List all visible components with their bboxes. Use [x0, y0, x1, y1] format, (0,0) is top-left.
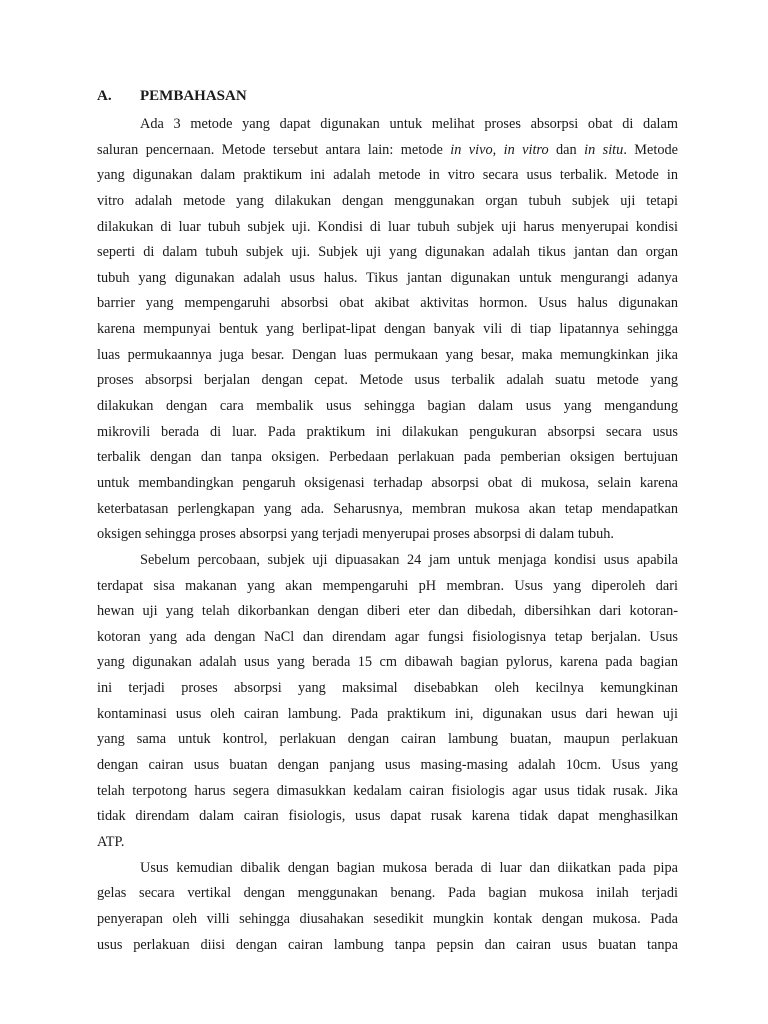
- text-line: yang digunakan adalah usus yang berada 15 cm dibawah bagian pylorus, karena pada bagian: [97, 654, 678, 671]
- text-run: saluran pencernaan. Metode tersebut antara lain: metode: [97, 141, 451, 158]
- text-line: dengan cairan usus buatan dengan panjang usus masing-masing adalah 10cm. Usus yang: [97, 757, 678, 774]
- italic-term: in vitro: [503, 141, 549, 158]
- text-line: vitro adalah metode yang dilakukan dengan menggunakan organ tubuh subjek uji tetapi: [97, 192, 678, 209]
- text-line: Sebelum percobaan, subjek uji dipuasakan 24 jam untuk menjaga kondisi usus apabila: [140, 551, 678, 568]
- text-line: usus perlakuan diisi dengan cairan lambung tanpa pepsin dan cairan usus buatan tanpa: [97, 936, 678, 953]
- text-line: penyerapan oleh villi sehingga diusahakan sesedikit mungkin kontak dengan mukosa. Pada: [97, 910, 678, 927]
- text-line: mikrovili berada di luar. Pada praktikum ini dilakukan pengukuran absorpsi secara usus: [97, 423, 678, 440]
- text-line: tubuh yang digunakan adalah usus halus. Tikus jantan digunakan untuk mengurangi adanya: [97, 269, 678, 286]
- section-number: A.: [97, 88, 112, 104]
- text-line: kontaminasi usus oleh cairan lambung. Pada praktikum ini, digunakan usus dari hewan uji: [97, 705, 678, 722]
- text-line: keterbatasan perlengkapan yang ada. Seharusnya, membran mukosa akan tetap mendapatkan: [97, 500, 678, 517]
- text-line: dilakukan dengan cara membalik usus sehingga bagian dalam usus yang mengandung: [97, 398, 678, 415]
- text-line: terdapat sisa makanan yang akan mempengaruhi pH membran. Usus yang diperoleh dari: [97, 577, 678, 594]
- text-line: karena mempunyai bentuk yang berlipat-lipat dengan banyak vili di tiap lipatannya sehingga: [97, 321, 678, 338]
- text-line: proses absorpsi berjalan dengan cepat. Metode usus terbalik adalah suatu metode yang: [97, 372, 678, 389]
- text-run: ,: [492, 141, 504, 158]
- text-line: terbalik dengan dan tanpa oksigen. Perbedaan perlakuan pada pemberian oksigen bertujuan: [97, 449, 678, 466]
- text-line: ini terjadi proses absorpsi yang maksimal disebabkan oleh kecilnya kemungkinan: [97, 680, 678, 697]
- text-line: Ada 3 metode yang dapat digunakan untuk melihat proses absorpsi obat di dalam: [140, 116, 678, 132]
- italic-term: in situ: [584, 141, 624, 158]
- italic-term: in vivo: [450, 141, 493, 158]
- section-heading: [97, 86, 247, 106]
- text-line: luas permukaannya juga besar. Dengan luas permukaan yang besar, maka memungkinkan jika: [97, 346, 678, 363]
- text-line: yang sama untuk kontrol, perlakuan dengan cairan lambung buatan, maupun perlakuan: [97, 731, 678, 748]
- text-line: dilakukan di luar tubuh subjek uji. Kondisi di luar tubuh subjek uji harus menyerupai kondisi: [97, 218, 678, 235]
- text-line: Usus kemudian dibalik dengan bagian mukosa berada di luar dan diikatkan pada pipa: [140, 859, 678, 876]
- text-line: hewan uji yang telah dikorbankan dengan diberi eter dan dibedah, dibersihkan dari kotoran-: [97, 603, 678, 620]
- text-line: yang digunakan dalam praktikum ini adalah metode in vitro secara usus terbalik. Metode in: [97, 167, 678, 184]
- text-line: seperti di dalam tubuh subjek uji. Subjek uji yang digunakan adalah tikus jantan dan organ: [97, 244, 678, 261]
- section-title: PEMBAHASAN: [140, 88, 247, 104]
- text-line: barrier yang mempengaruhi absorbsi obat akibat aktivitas hormon. Usus halus digunakan: [97, 295, 678, 312]
- paragraph-2: [97, 548, 678, 856]
- text-line: untuk membandingkan pengaruh oksigenasi terhadap absorpsi obat di mukosa, selain karena: [97, 474, 678, 491]
- document-body: [97, 112, 678, 958]
- paragraph-1: [97, 112, 678, 548]
- text-line: tidak direndam dalam cairan fisiologis, usus dapat rusak karena tidak dapat menghasilkan: [97, 808, 678, 825]
- text-line: oksigen sehingga proses absorpsi yang terjadi menyerupai proses absorpsi di dalam tubuh.: [97, 526, 614, 543]
- text-run: . Metode: [623, 141, 678, 158]
- text-line: [97, 138, 678, 164]
- text-line: telah terpotong harus segera dimasukkan kedalam cairan fisiologis agar usus tidak rusak. Jika: [97, 782, 678, 799]
- text-line: gelas secara vertikal dengan menggunakan benang. Pada bagian mukosa inilah terjadi: [97, 885, 678, 902]
- text-line: kotoran yang ada dengan NaCl dan direndam agar fungsi fisiologisnya tetap berjalan. Usus: [97, 628, 678, 645]
- text-line: ATP.: [97, 833, 125, 850]
- text-run: dan: [548, 141, 585, 158]
- paragraph-3: [97, 856, 678, 959]
